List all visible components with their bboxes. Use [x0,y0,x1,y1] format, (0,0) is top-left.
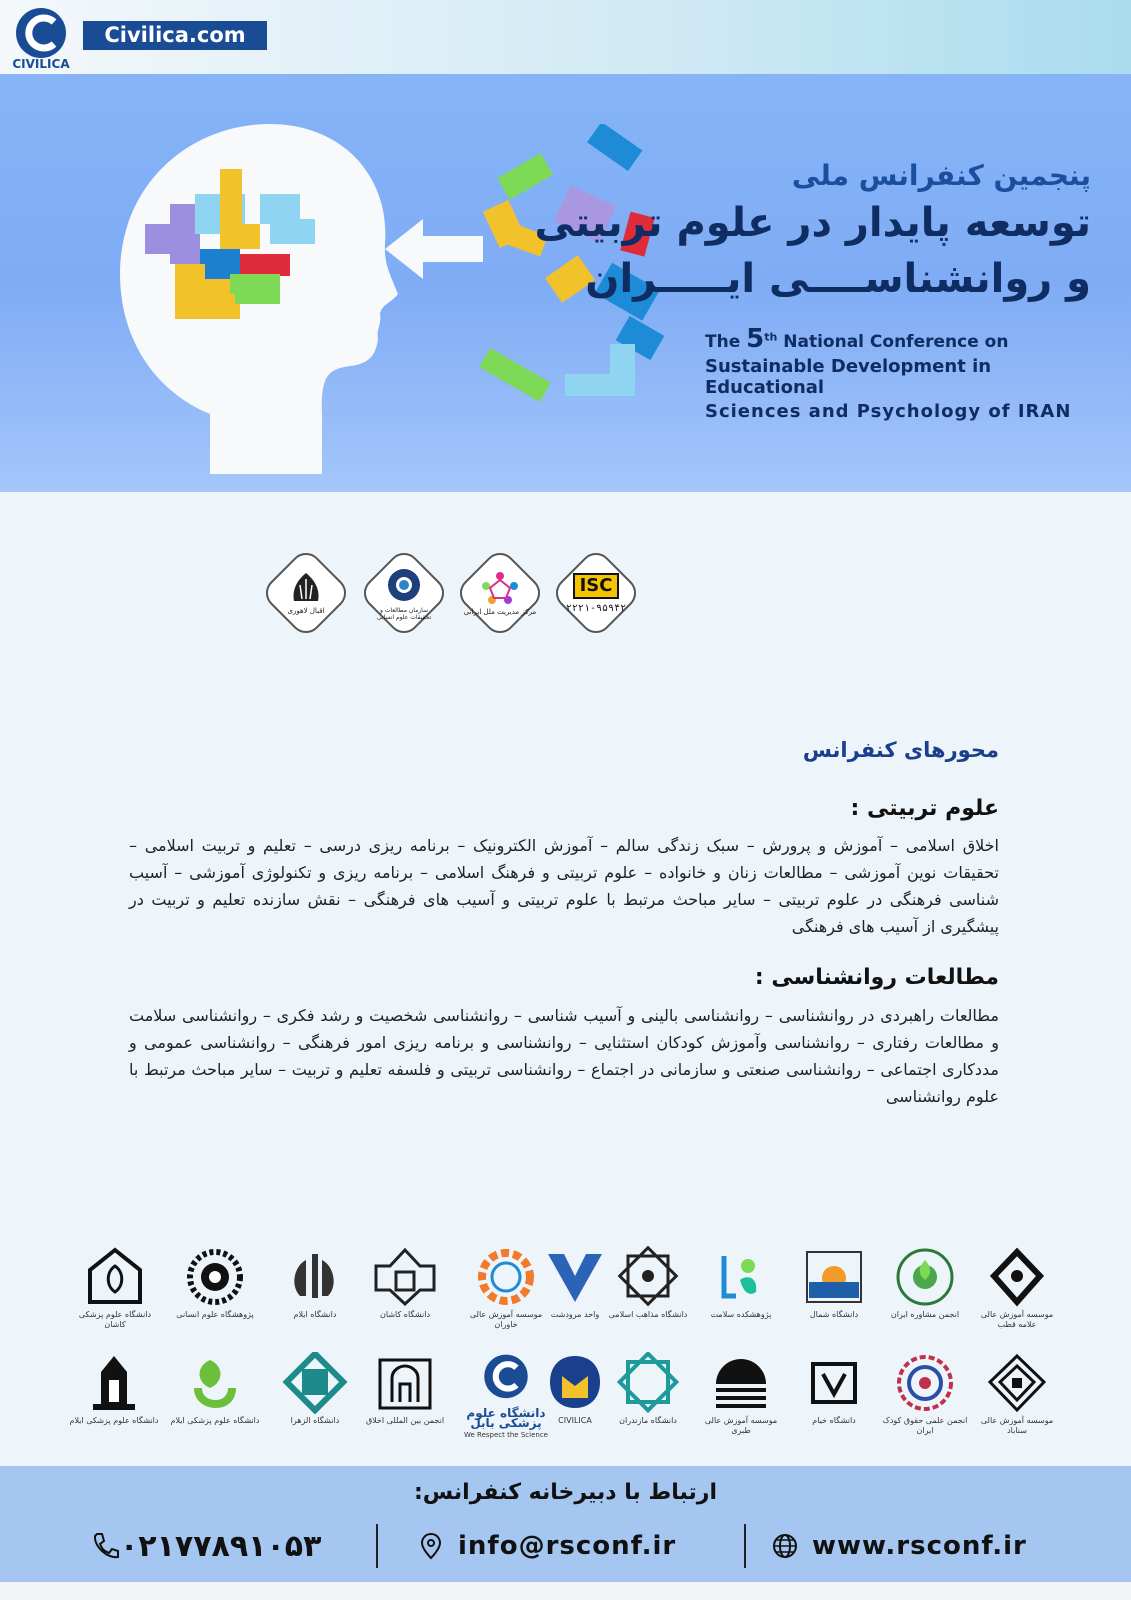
sponsor-emblem-icon [370,1246,440,1308]
psy-section-body: مطالعات راهبردی در روانشناسی – روانشناسی بالینی و آسیب شناسی – روانشناسی شخصیت و رشد فکری – روانشناسی سلامت و مطالعات رفتاری – روانشناسی وآموزش کودکان استثنایی – روانشناسی و برنامه ریزی امور فرهنگی – روانشناسی عمومی و مددکاری اجتماعی – روانشناسی صنعتی و سازمانی در اجتماع – روانشناسی تربیتی و فلسفه تعلیم و تربیت – سایر مباحث مرتبط با علوم روانشناسی [129,1006,999,1106]
sponsor-logo[interactable] [270,1352,360,1440]
sponsor-logo[interactable] [64,1352,164,1440]
sponsor-logo-civilica[interactable] [456,1352,556,1440]
sponsor-caption: دانشگاه مذاهب اسلامی [608,1310,688,1319]
star-flower-emblem-icon [384,565,424,605]
sponsor-logo[interactable] [972,1246,1062,1334]
sponsor-logo[interactable] [696,1246,786,1334]
isc-label: ISC [573,573,620,599]
contact-heading: ارتباط با دبیرخانه کنفرانس: [414,1480,717,1505]
sponsor-emblem-icon [613,1246,683,1308]
sponsor-logo[interactable] [461,1246,551,1334]
english-title-line2: Sustainable Development in Educational [705,356,992,398]
sponsor-emblem-icon [890,1246,960,1308]
divider [744,1524,746,1568]
sponsor-emblem-icon [613,1352,683,1414]
sponsor-emblem-icon [180,1246,250,1308]
sponsor-caption: دانشگاه شمال [809,1310,859,1319]
sponsor-logo[interactable] [789,1246,879,1334]
sponsor-caption: دانشگاه کاشان [380,1310,430,1319]
en-rest: National Conference on [783,332,1009,352]
sponsor-logo[interactable] [170,1246,260,1334]
edu-section-title: علوم تربیتی : [850,796,999,821]
badge-nations-center[interactable] [457,550,543,636]
sponsor-caption: پژوهشکده سلامت [710,1310,772,1319]
sponsor-logo[interactable] [360,1246,450,1334]
fa-title-line3: و روانشناســــی ایـــــران [585,256,1091,302]
sponsor-logo[interactable] [603,1246,693,1334]
english-title-line3: Sciences and Psychology of IRAN [705,401,1072,422]
sponsor-caption: دانشگاه خیام [812,1416,856,1425]
sponsor-caption: دانشگاه ایلام [293,1310,337,1319]
sponsor-emblem-icon [280,1246,350,1308]
conference-banner [0,74,1131,492]
sponsor-caption: انجمن مشاوره ایران [890,1310,960,1319]
civilica-tagline: We Respect the Science [464,1431,548,1439]
sponsor-caption: انجمن بین المللی اخلاق [365,1416,445,1425]
civilica-emblem-icon [471,1352,541,1406]
sponsor-caption: دانشگاه علوم پزشکی ایلام [170,1416,260,1425]
sponsor-logo[interactable] [360,1352,450,1440]
badge4-caption: اقبال لاهوری [287,607,325,615]
phone-icon [90,1531,120,1561]
sponsor-emblem-icon [80,1246,150,1308]
sponsor-logo[interactable] [972,1352,1062,1440]
globe-icon [770,1531,800,1561]
sponsor-emblem-icon [280,1352,350,1414]
badge2-caption: مرکز مدیریت ملل ایرانی [463,608,537,616]
phone-text: ۰۲۱۷۷۸۹۱۰۵۳ [120,1528,322,1564]
psy-section-title: مطالعات روانشناسی : [754,965,999,990]
top-bar [0,0,1131,74]
civilica-logo-icon[interactable] [6,6,76,70]
sponsor-caption: پژوهشگاه علوم انسانی [176,1310,254,1319]
sponsor-logo[interactable] [603,1352,693,1440]
location-pin-icon [416,1531,446,1561]
sponsor-emblem-icon [706,1246,776,1308]
email-address[interactable] [416,1526,676,1566]
people-star-emblem-icon [480,570,520,606]
badge-isc[interactable] [553,550,639,636]
sponsor-caption: موسسه آموزش عالی سناباد [980,1416,1054,1435]
civilica-name: دانشگاه علوم پزشکی بابل [466,1406,546,1430]
contact-footer [0,1466,1131,1582]
civilica-logo-text: CIVILICA [12,57,70,70]
website-url[interactable] [770,1526,1027,1566]
sponsor-emblem-icon [799,1352,869,1414]
email-text: info@rsconf.ir [458,1531,677,1561]
bottom-strip [0,1582,1131,1600]
sponsor-caption: دانشگاه علوم پزشکی کاشان [78,1310,152,1329]
sponsor-caption: CIVILICA [558,1416,592,1425]
sponsor-caption: انجمن علمی حقوق کودک ایران [882,1416,968,1435]
fa-title-line1: پنجمین کنفرانس ملی [791,159,1091,192]
sponsor-emblem-icon [170,1352,260,1414]
sponsor-logo[interactable] [789,1352,879,1440]
en-the: The [705,332,741,352]
en-ordinal-number: 5 [746,324,765,354]
badge3-caption: سازمان مطالعات و تحقیقات علوم انسانی [376,607,432,621]
sponsor-caption: دانشگاه الزهرا [290,1416,340,1425]
sponsor-caption: موسسه آموزش عالی طبری [704,1416,778,1435]
english-title [705,324,1105,422]
badge-humanities[interactable] [361,550,447,636]
sponsor-caption: موسسه آموزش عالی علامه قطب [980,1310,1054,1329]
sponsor-emblem-icon [982,1352,1052,1414]
isc-number: ۲۲۲۱-۹۵۹۴۲ [565,602,627,614]
divider [376,1524,378,1568]
english-title-line1 [705,324,1105,354]
sponsor-emblem-icon [890,1352,960,1414]
sponsor-logo[interactable] [696,1352,786,1440]
badge-eqbal-lahoori[interactable] [263,550,349,636]
head-puzzle-illustration [100,114,400,474]
sponsor-emblem-icon [370,1352,440,1414]
sponsor-logo[interactable] [160,1352,270,1440]
fa-title-line2: توسعه پایدار در علوم تربیتی [534,200,1091,246]
website-text: www.rsconf.ir [812,1531,1027,1561]
sponsor-logo[interactable] [270,1246,360,1334]
topics-heading: محورهای کنفرانس [802,738,999,762]
sponsor-logo[interactable] [70,1246,160,1334]
sponsor-caption: واحد مرودشت [550,1310,600,1319]
sponsor-caption: موسسه آموزش عالی خاوران [469,1310,543,1329]
sponsor-logo[interactable] [880,1352,970,1440]
sponsor-logo[interactable] [880,1246,970,1334]
civilica-url-badge[interactable]: Civilica.com [83,21,267,50]
phone-number[interactable] [84,1526,321,1566]
sponsor-emblem-icon [471,1246,541,1308]
sponsor-emblem-icon [706,1352,776,1414]
sponsor-caption: دانشگاه مازندران [619,1416,677,1425]
sponsor-emblem-icon [79,1352,149,1414]
sponsor-caption: دانشگاه علوم پزشکی ایلام [69,1416,159,1425]
sponsor-emblem-icon [982,1246,1052,1308]
crown-emblem-icon [286,571,326,605]
en-ordinal-suffix: th [764,330,778,344]
sponsor-emblem-icon [799,1246,869,1308]
edu-section-body: اخلاق اسلامی – آموزش و پرورش – سبک زندگی سالم – آموزش الکترونیک – برنامه ریزی درسی – تعلیم و تربیت اسلامی – تحقیقات نوین آموزشی – مطالعات زنان و خانواده – علوم تربیتی و فرهنگ اسلامی – برنامه ریزی و تکنولوژی آموزشی – آسیب شناسی فرهنگی در علوم تربیتی – سایر مباحث مرتبط با علوم تربیتی و آسیب های فرهنگی – نقش سازنده تعلیم و تربیت در پیشگیری از آسیب های فرهنگی [129,836,999,936]
